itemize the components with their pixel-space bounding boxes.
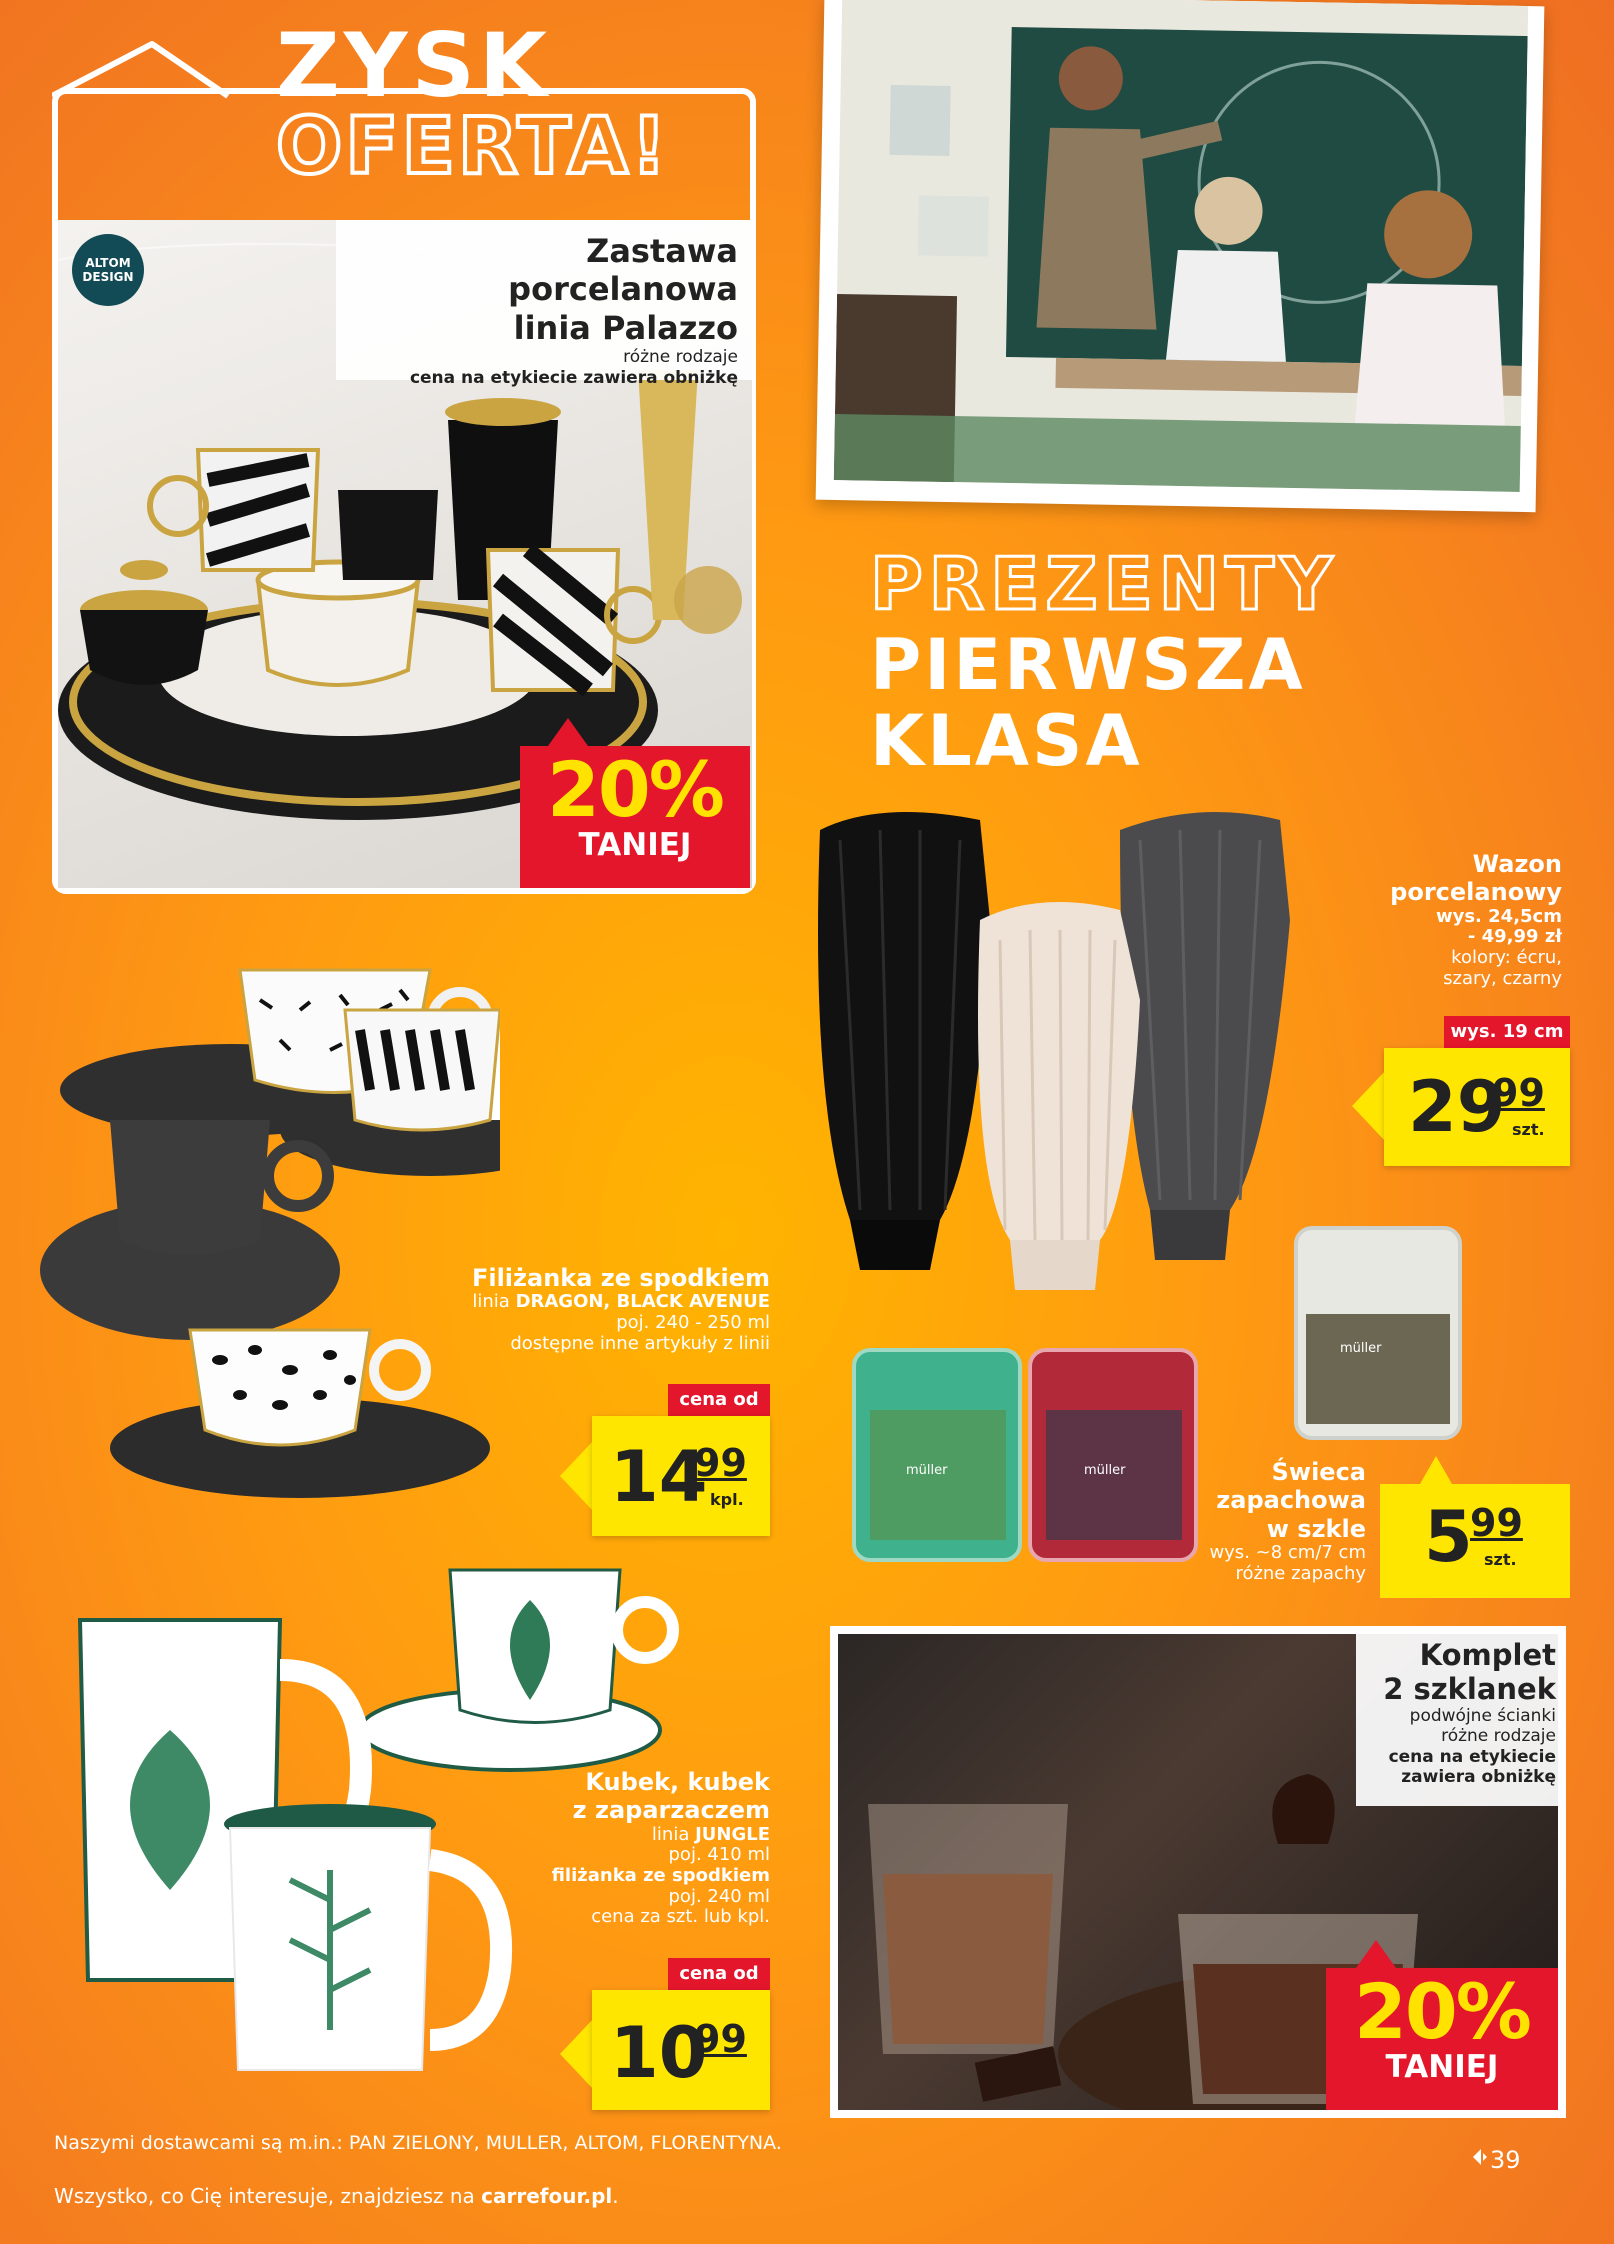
cups-price-unit: kpl. — [710, 1490, 744, 1509]
vase-price-whole: 29 — [1408, 1066, 1506, 1148]
glasses-header — [1356, 1630, 1566, 1806]
hero-title-line1: ZYSK — [276, 14, 552, 117]
hero-title-line2: OFERTA! — [276, 102, 670, 192]
carrefour-logo-icon — [1472, 2148, 1490, 2166]
cups-capacity: poj. 240 - 250 ml — [616, 1312, 770, 1333]
cups-photo — [40, 940, 500, 1520]
cups-title: Filiżanka ze spodkiem — [471, 1264, 770, 1292]
vase-price-alt: - 49,99 zł — [1467, 926, 1562, 948]
glasses-title1: Komplet — [1419, 1638, 1556, 1672]
mug-price-whole: 10 — [610, 2012, 708, 2094]
hero-discount-badge — [520, 745, 750, 863]
vase-colors1: kolory: écru, — [1451, 947, 1562, 968]
candle-price-tag — [1380, 1484, 1570, 1598]
vase-price-pointer — [1352, 1070, 1386, 1142]
cups-from-tag: cena od — [668, 1384, 770, 1416]
candle-title2: zapachowa — [1216, 1486, 1366, 1515]
mug-subtitle: filiżanka ze spodkiem — [551, 1865, 770, 1886]
mug-capacity1: poj. 410 ml — [668, 1844, 770, 1866]
cups-note: dostępne inne artykuły z linii — [510, 1332, 770, 1354]
headline-line3: KLASA — [870, 699, 1143, 782]
hero-product-note2: cena na etykiecie zawiera obniżkę — [409, 367, 738, 388]
candle-price-unit: szt. — [1484, 1550, 1517, 1569]
hero-product-name-line2: linia Palazzo — [513, 308, 738, 347]
mug-title2: z zaparzaczem — [572, 1796, 770, 1825]
glasses-discount-label: TANIEJ — [1385, 2049, 1499, 2085]
cups-description — [420, 1264, 770, 1354]
mug-line-prefix: linia — [651, 1823, 696, 1845]
mug-title1: Kubek, kubek — [585, 1768, 770, 1796]
mug-from-tag: cena od — [668, 1958, 770, 1990]
footer-tagline — [54, 2184, 619, 2208]
hero-product-header — [336, 220, 752, 388]
cups-price-tag — [592, 1416, 770, 1536]
candle-price-decimal: 99 — [1470, 1501, 1523, 1545]
candle-title1: Świeca — [1271, 1458, 1366, 1486]
mug-capacity2: poj. 240 ml — [668, 1885, 770, 1907]
carrefour-link[interactable]: carrefour.pl — [481, 2184, 613, 2208]
glasses-note1: podwójne ścianki — [1409, 1706, 1556, 1727]
vase-title1: Wazon — [1472, 850, 1562, 878]
candle-brand-red: müller — [1084, 1463, 1126, 1478]
cups-line-prefix: linia — [472, 1291, 516, 1313]
glasses-title2: 2 szklanek — [1383, 1672, 1556, 1707]
page-number: 39 — [1490, 2146, 1521, 2174]
mug-note: cena za szt. lub kpl. — [591, 1906, 770, 1928]
hero-discount-label: TANIEJ — [578, 827, 692, 863]
glasses-discount-badge — [1326, 1967, 1558, 2085]
footer-tagline-prefix: Wszystko, co Cię interesuje, znajdziesz na — [54, 2184, 482, 2208]
vase-price-decimal: 99 — [1492, 1071, 1545, 1115]
vase-price-unit: szt. — [1512, 1120, 1545, 1139]
suppliers-note: Naszymi dostawcami są m.in.: PAN ZIELONY, MULLER, ALTOM, FLORENTYNA. — [54, 2132, 782, 2154]
glasses-discount-pct: 20% — [1354, 1967, 1530, 2056]
headline-block — [870, 624, 1306, 782]
altom-logo-text2: DESIGN — [82, 270, 134, 284]
vase-description — [1342, 850, 1562, 989]
altom-logo-text1: ALTOM — [85, 255, 131, 270]
vase-title2: porcelanowy — [1390, 878, 1562, 907]
vase-price-tag — [1384, 1048, 1570, 1166]
candle-price-whole: 5 — [1424, 1496, 1473, 1578]
glasses-note2: różne rodzaje — [1441, 1726, 1556, 1747]
candle-brand-green: müller — [906, 1463, 948, 1478]
candle-brand-back: müller — [1340, 1341, 1382, 1356]
candle-description — [1160, 1458, 1366, 1584]
mug-price-tag — [592, 1990, 770, 2110]
altom-design-logo — [72, 234, 144, 306]
mug-description — [470, 1768, 770, 1928]
glasses-note3: cena na etykiecie — [1388, 1746, 1556, 1767]
cups-line-name: DRAGON, BLACK AVENUE — [515, 1291, 770, 1313]
vase-size: wys. 24,5cm — [1435, 905, 1562, 927]
cups-price-pointer — [560, 1440, 594, 1512]
hero-product-note1: różne rodzaje — [623, 347, 738, 368]
glasses-note4: zawiera obniżkę — [1401, 1766, 1556, 1787]
footer-tagline-suffix: . — [612, 2184, 619, 2208]
classroom-photo — [834, 0, 1528, 492]
vase-size-tag: wys. 19 cm — [1444, 1016, 1570, 1048]
headline-line1: PREZENTY — [870, 542, 1339, 626]
mug-price-pointer — [560, 2018, 594, 2090]
candle-size: wys. ~8 cm/7 cm — [1209, 1541, 1366, 1563]
mug-line-name: JUNGLE — [695, 1823, 770, 1845]
vase-colors2: szary, czarny — [1443, 967, 1562, 989]
mug-price-decimal: 99 — [694, 2017, 747, 2061]
candle-title3: w szkle — [1266, 1514, 1366, 1543]
cups-price-decimal: 99 — [694, 1441, 747, 1485]
cups-price-whole: 14 — [610, 1436, 708, 1518]
hero-discount-pct: 20% — [547, 745, 723, 834]
candle-note: różne zapachy — [1235, 1562, 1366, 1584]
hero-product-name-line1: Zastawa porcelanowa — [508, 232, 738, 309]
headline-line2: PIERWSZA — [870, 624, 1306, 706]
